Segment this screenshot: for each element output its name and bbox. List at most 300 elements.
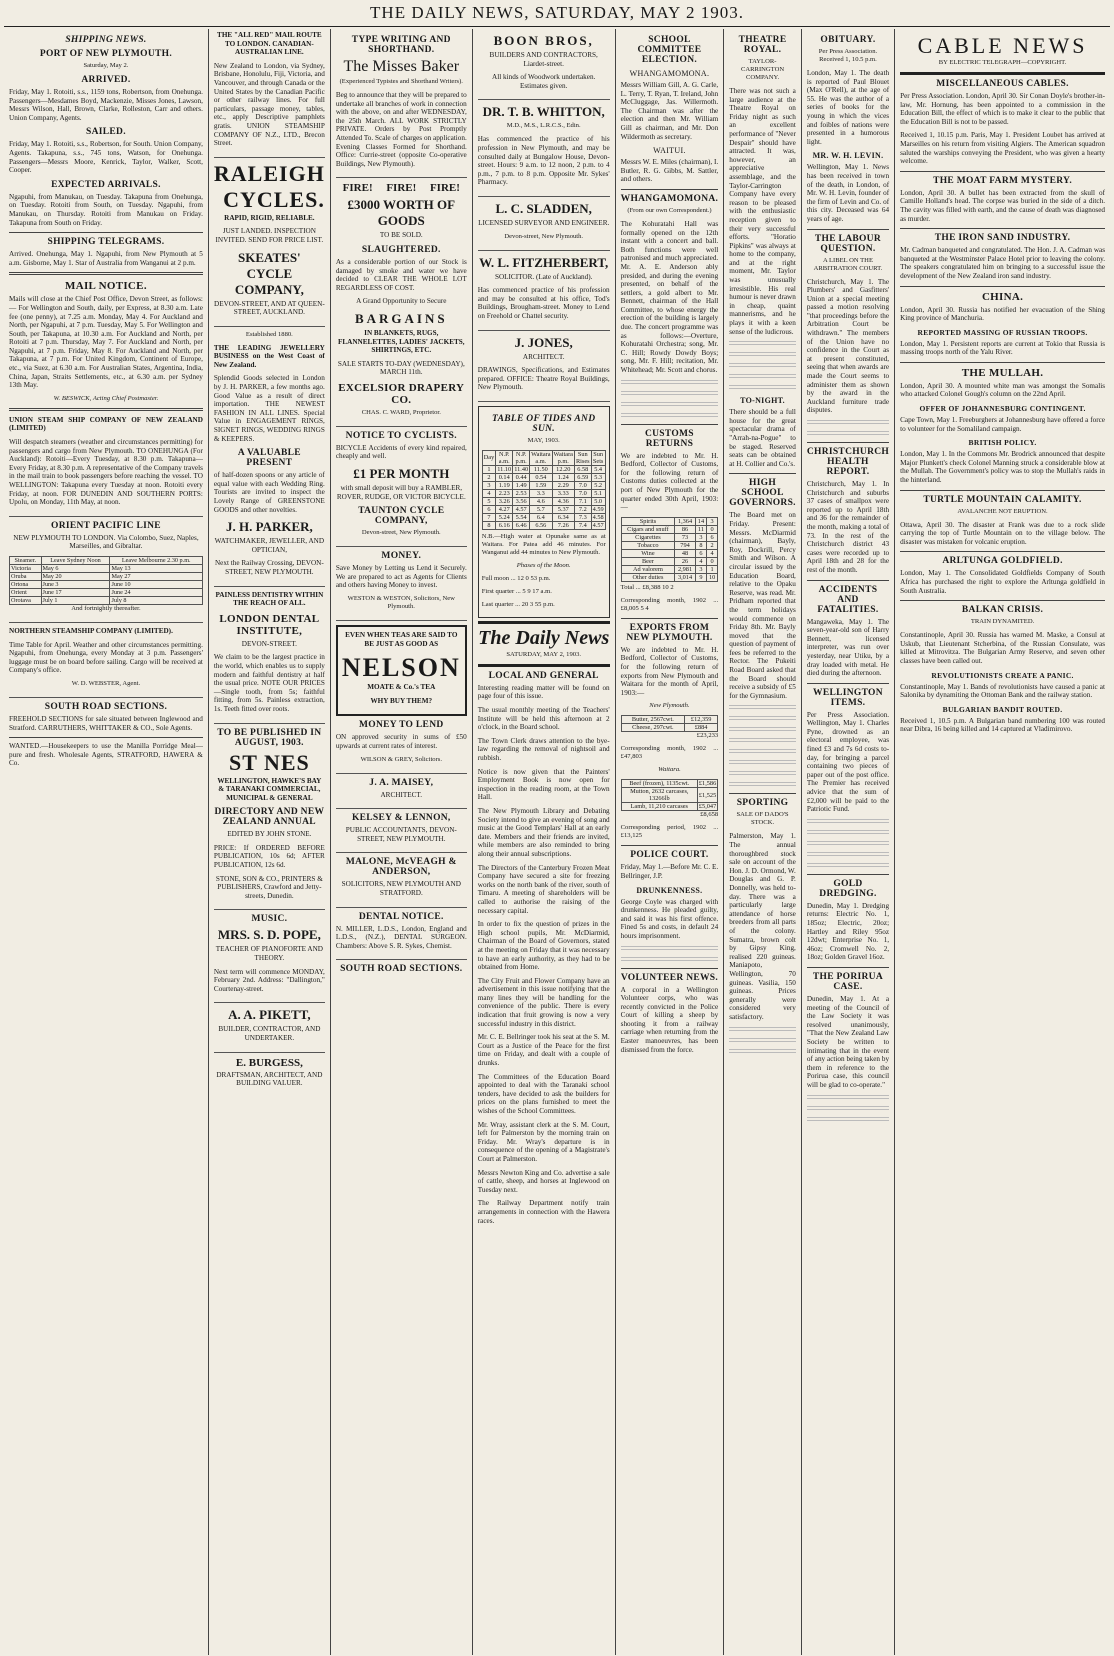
fitzherbert-ad <box>478 255 610 331</box>
text-filler <box>621 413 719 419</box>
sailed-text: Friday, May 1. Rotoiti, s.s., Robertson, for South. Union Company, Agents. Takapuna, s.s., 745 tons, Watson, for Onehunga. Passengers—Messrs Moore, Kenrick, Taylor, Walker, Scott, Cooper. <box>9 140 203 175</box>
table-cell: 5.24 <box>496 513 513 521</box>
sailed-heading: SAILED. <box>86 127 126 138</box>
table-cell: June 10 <box>110 580 202 588</box>
steamer-table <box>9 556 203 605</box>
table-cell: 3 <box>707 517 718 525</box>
table-cell: 8 <box>482 521 496 529</box>
column-8 <box>895 29 1110 1655</box>
text-filler <box>729 782 796 788</box>
table-row <box>621 724 718 732</box>
table-cell: 5.7 <box>530 505 552 513</box>
moat-text: London, April 30. A bullet has been extracted from the skull of Camille Holland's head. The corpse was buried in the side of a ditch. The cavity was filled with earth, and the cause of death was diagnosed as murder. <box>900 188 1105 223</box>
established: Established 1880. <box>245 330 293 338</box>
text-filler <box>729 716 796 722</box>
table-cell: 3 <box>695 533 706 541</box>
table-row <box>621 533 718 541</box>
table-cell: 4 <box>695 557 706 565</box>
table-cell: 1 <box>482 465 496 473</box>
table-cell: 1,364 <box>675 517 696 525</box>
worth-sub: TO BE SOLD. <box>379 231 423 240</box>
text-filler <box>729 1038 796 1044</box>
table-cell: 2 <box>707 541 718 549</box>
exports-np-prev: Corresponding month, 1902 ... £47,803 <box>620 745 719 761</box>
table-cell: 3.3 <box>530 489 552 497</box>
table-cell: 6 <box>707 533 718 541</box>
wanted-text: WANTED.—Housekeepers to use the Manilla Porridge Meal—pure and fresh. Wholesale Agents, STRATFORD, HAWERA & Co. <box>9 742 203 768</box>
boon-name: BOON BROS, <box>493 33 594 48</box>
governors-heading: HIGH SCHOOL GOVERNORS. <box>729 478 796 509</box>
column-2 <box>209 29 331 1655</box>
whitton-sub: M.D., M.S., L.R.C.S., Edin. <box>506 122 581 130</box>
table-cell: 2.23 <box>496 489 513 497</box>
divider <box>9 408 203 411</box>
column-7 <box>802 29 895 1655</box>
tides-title: TABLE OF TIDES AND SUN. <box>492 413 596 434</box>
weston-ad <box>336 551 467 621</box>
exports-np: New Plymouth. <box>649 702 690 710</box>
divider <box>729 793 796 794</box>
table-cell: 4.6 <box>530 497 552 505</box>
orient-ad <box>9 521 203 623</box>
china-heading: CHINA. <box>981 290 1024 303</box>
table-row <box>621 517 718 525</box>
divider <box>478 621 610 624</box>
table-cell: 2.53 <box>513 489 530 497</box>
shipping-heading: SHIPPING NEWS. <box>65 35 147 45</box>
table-cell: June 17 <box>41 588 110 596</box>
table-cell: 4 <box>482 489 496 497</box>
columns <box>4 29 1110 1655</box>
union-ad <box>9 416 203 517</box>
taunton-name: TAUNTON CYCLE COMPANY, <box>358 506 445 527</box>
whanga2-sub: (From our own Correspondent.) <box>627 206 712 214</box>
orient-text: NEW PLYMOUTH TO LONDON. Via Colombo, Suez, Naples, Marseilles, and Gibraltar. <box>13 533 199 551</box>
excelsior-ad <box>336 182 467 427</box>
telegrams-heading: SHIPPING TELEGRAMS. <box>47 237 165 248</box>
wellington-heading: WELLINGTON ITEMS. <box>813 687 883 708</box>
blankets: IN BLANKETS, RUGS, FLANNELETTES, LADIES' JACKETS, SHIRTINGS, ETC. <box>337 328 465 355</box>
table-cell: 7 <box>482 513 496 521</box>
exports-w-total: £8,658 <box>700 811 719 819</box>
tide-header: N.P. p.m. <box>513 450 530 465</box>
whanga2-heading: WHANGAMOMONA. <box>620 193 719 204</box>
union-heading: UNION STEAM SHIP COMPANY OF NEW ZEALAND (LIMITED) <box>9 415 203 433</box>
divider <box>807 580 889 581</box>
table-cell: 10 <box>707 573 718 581</box>
local-paragraph: Mr. C. E. Bellringer took his seat at the S. M. Court as a Justice of the Peace for the first time on Friday, and dealt with a couple of drunks. <box>477 1033 610 1068</box>
raleigh-title: RALEIGH <box>213 160 325 186</box>
table-cell: Ad valorem <box>621 565 675 573</box>
misc-text: Per Press Association. London, April 30. Sir Conan Doyle's brother-in-law, Mr. Hornung, has been appointed to a commission in the Education Bill, the effect of which is to make it clear to the public that the Education Bill is not to be passed. <box>900 92 1105 126</box>
valuable-text: of half-dozen spoons or any article of equal value with each Wedding Ring. Tourists are invited to inspect the Lovely Range of GREENSTONE GOODS and other novelties. <box>213 471 325 514</box>
table-row <box>621 573 718 581</box>
theatre-heading: THEATRE ROYAL. <box>738 35 787 55</box>
table-row <box>621 716 718 724</box>
table-cell: 3 <box>482 481 496 489</box>
table-cell: 8 <box>695 541 706 549</box>
balkan-sub: TRAIN DYNAMITED. <box>970 618 1035 626</box>
text-filler <box>621 402 719 408</box>
divider <box>478 664 610 667</box>
table-cell: 5.0 <box>591 497 605 505</box>
table-row <box>10 580 203 588</box>
burgess-sub: DRAFTSMAN, ARCHITECT, AND BUILDING VALUER. <box>216 1070 323 1088</box>
johannesburg-text: Cape Town, May 1. Freeburghers at Johannesburg have offered a force to volunteer for the Somaliland campaign. <box>900 416 1105 433</box>
northern-ad <box>9 627 203 698</box>
money-lend-ad <box>336 720 467 773</box>
table-cell: 11 <box>695 525 706 533</box>
mail-text: Mails will close at the Chief Post Office, Devon Street, as follows:— For Wellington and South, daily, per Express, at 8.30 a.m. Late fee (one penny), at 7.25 a.m. Monday, May 4. For Auckland and North, per Ngapuhi, at 7 p.m. Tuesday, May 5. For Wellington and South, per Takapuna, at 10.30 a.m. For Auckland and North, per Rotoiti at 7 p.m. Thursday, May 7. For Auckland and North, per Ngapuhi, at 7 p.m. Friday, May 8. For Auckland and North, per Takapuna, at 7 p.m. For United Kingdom, Continent of Europe, etc., via Suez, at 6.30 a.m. For Australian States, Argentina, India, China, Japan, Straits Settlements, etc., at 6.30 a.m. per Sydney 13th May. <box>9 295 203 390</box>
local-paragraph: Messrs Newton King and Co. advertise a sale of cattle, sheep, and horses at Inglewood on Tuesday next. <box>477 1168 610 1194</box>
local-heading: LOCAL AND GENERAL <box>488 670 599 681</box>
table-cell: 11.40 <box>514 465 529 473</box>
table-row <box>482 489 605 497</box>
cyclists-heading: NOTICE TO CYCLISTS. <box>345 430 457 441</box>
london-dental: LONDON DENTAL INSTITUTE, <box>219 612 320 637</box>
obituary-press: Per Press Association. Received 1, 10.5 p.m. <box>818 48 878 63</box>
health-heading: CHRISTCHURCH HEALTH REPORT. <box>806 447 890 477</box>
table-cell: 7.4 <box>574 521 591 529</box>
text-filler <box>729 1049 796 1055</box>
table-cell: Oruba <box>10 572 42 580</box>
skeates-name: SKEATES' CYCLE COMPANY, <box>234 249 304 297</box>
tide-header: Sun Sets <box>592 450 604 465</box>
bulgarian-heading: BULGARIAN BANDIT ROUTED. <box>942 704 1063 714</box>
table-cell: 6.46 <box>513 521 530 529</box>
northern-text: Time Table for April. Weather and other circumstances permitting. Ngapuhi, from Onehunga, every Monday at 3 p.m. Passengers' luggage must be on board before sailing. Cargo will be received at Company's office. <box>9 640 203 675</box>
divider <box>621 968 719 969</box>
table-cell: 48 <box>675 549 696 557</box>
maisey-sub: ARCHITECT. <box>380 790 423 799</box>
text-filler <box>729 705 796 711</box>
moon-row: First quarter ... 5 9 17 a.m. <box>481 587 552 595</box>
revolution-heading: REVOLUTIONISTS CREATE A PANIC. <box>931 670 1074 680</box>
baker-text: Beg to announce that they will be prepared to undertake all branches of work in connection with the above, on and after WEDNESDAY, the 25th March. ALL WORK STRICTLY PRIVATE. Orders by Post Promptly Attended To. Scale of charges on application. Evening Classes Formed for Shorthand. Office: Currie-street (opposite Co-operative Buildings, New Plymouth). <box>335 91 467 168</box>
even-when: EVEN WHEN TEAS ARE SAID TO BE JUST AS GOOD AS <box>345 631 458 648</box>
nelson-tea-ad <box>336 625 467 716</box>
typewriting-heading: TYPE WRITING AND SHORTHAND. <box>351 35 451 55</box>
table-cell: May 13 <box>110 564 202 572</box>
parker-address: Next the Railway Crossing, DEVON-STREET, NEW PLYMOUTH. <box>214 559 324 576</box>
dental-notice-text: N. MILLER, L.D.S., London, England and L.D.S., (N.Z.), DENTAL SURGEON. Chambers: Above S. R. Sykes, Chemist. <box>335 924 467 950</box>
steamer-header: Steamer. <box>10 556 42 564</box>
revolution-text: Constantinople, May 1. Bands of revolutionists have caused a panic at Salonika by dynamiting the Ottoman Bank and the railway station. <box>900 682 1105 700</box>
volunteer-heading: VOLUNTEER NEWS. <box>620 972 719 983</box>
whanga2-text: The Kohuratahi Hall was formally opened on the 12th instant with a concert and ball. Both functions were well patronised and much appreciated. Mr. A. E. Anderson ably presided, and during the evening presented, on behalf of the settlers, a gold albert to Mr. Bennett, chairman of the Hall Committee, to whose energy the erection of the building is largely due. The concert programme was as follows:—Overture, Kohuratahi Orchestra; song, Mr. C. Hill; Rowdy Dowdy Boys; song, Mr. F. Hill; recitation, Mr. Whitehead; Mr. Scott and chorus. <box>620 219 719 375</box>
police-text: Friday, May 1.—Before Mr. C. E. Bellringer, J.P. <box>620 863 719 880</box>
malone-name: MALONE, McVEAGH & ANDERSON, <box>345 857 457 878</box>
table-cell: May 27 <box>110 572 202 580</box>
table-cell: Victoria <box>10 564 42 572</box>
local-paragraph: The New Plymouth Library and Debating Society intend to give an evening of song and music at the Good Templars' Hall at an early date. Members and their friends are invited, while members are also reminded to bring along their annual subscriptions. <box>477 807 610 858</box>
text-filler <box>807 852 889 858</box>
raleigh-text: JUST LANDED. INSPECTION INVITED. SEND FOR PRICE LIST. <box>215 227 324 244</box>
table-cell: 4.36 <box>552 497 574 505</box>
table-row <box>621 549 718 557</box>
levin-heading: MR. W. H. LEVIN. <box>812 151 884 161</box>
edited-by: EDITED BY JOHN STONE. <box>227 830 312 839</box>
sporting-sub: SALE OF DADO'S STOCK. <box>736 811 789 827</box>
boon-sub: BUILDERS AND CONTRACTORS, Liardet-street. <box>489 51 598 68</box>
text-filler <box>729 363 796 369</box>
divider <box>900 362 1105 363</box>
sporting-text: Palmerston, May 1. The annual thoroughbred stock sale on account of the Hon. J. D. Ormond, W. Douglas and G. P. Donnelly, was held to-day. There was a particularly large attendance of horse breeders from all parts of the colony. Sumatra, brown colt by Gipsy King, realised 220 guineas. Maniapoto, Wellington, 70 guineas. Vasilia, 150 guineas. Prices generally were considered very satisfactory. <box>729 832 796 1021</box>
money-lend: MONEY TO LEND <box>359 720 444 731</box>
sale-text: SALE STARTS TO-DAY (WEDNESDAY), MARCH 11th. <box>337 359 465 377</box>
mail-signature: W. BESWICK, Acting Chief Postmaster. <box>53 394 159 402</box>
malone-ad <box>336 857 467 907</box>
table-cell: Beef (frozen), 1135cwt. <box>621 780 697 788</box>
table-cell: 4 <box>707 549 718 557</box>
table-cell: 5 <box>482 497 496 505</box>
customs-table <box>621 517 719 582</box>
divider <box>900 286 1105 287</box>
table-cell: £884 <box>685 724 718 732</box>
table-cell: 6 <box>482 505 496 513</box>
table-cell: Wine <box>621 549 675 557</box>
table-row <box>621 541 718 549</box>
text-filler <box>807 1106 889 1112</box>
money-heading: MONEY. <box>381 551 422 562</box>
table-cell: Butter, 2567cwt. <box>621 716 684 724</box>
stones-title: ST NES <box>228 749 310 775</box>
table-cell: 14 <box>695 517 706 525</box>
south-road-text: FREEHOLD SECTIONS for sale situated between Inglewood and Stratford. CARRUTHERS, WHITTAKER & CO., Sole Agents. <box>9 714 203 732</box>
text-filler <box>729 1027 796 1033</box>
steamer-header: Leave Sydney Noon <box>41 556 110 564</box>
sporting-heading: SPORTING <box>736 798 789 809</box>
arrived-text: Friday, May 1. Rotoiti, s.s., 1159 tons, Robertson, from Onehunga. Passengers—Mesdames Boyd, Mackenzie, Misses Jones, Lawson, Messrs Wilson, Hall, Brown, Clarke, Rolleston, Carr and others. Union Company, Agents. <box>9 88 203 122</box>
waitui-sub: WAITUI. <box>653 146 686 156</box>
wilson-sign: WILSON & GREY, Solicitors. <box>360 755 442 763</box>
text-filler <box>807 830 889 836</box>
table-cell: 3.33 <box>552 489 574 497</box>
burgess-name: E. BURGESS, <box>235 1056 303 1069</box>
moon-heading: Phases of the Moon. <box>516 561 571 569</box>
table-cell: 4.58 <box>592 513 604 521</box>
text-filler <box>807 819 889 825</box>
russian-text: London, May 1. Persistent reports are current at Tokio that Russia is massing troops north of the Yalu River. <box>900 339 1105 357</box>
customs-heading: CUSTOMS RETURNS <box>644 428 694 449</box>
table-cell: 7.26 <box>552 521 574 529</box>
table-cell: 3,014 <box>675 573 696 581</box>
telegrams-text: Arrived. Onehunga, May 1. Ngapuhi, from New Plymouth at 5 a.m. Gisborne, May 1. Star of Australia from Wanganui at 2 p.m. <box>9 250 203 267</box>
arrived-heading: ARRIVED. <box>81 75 131 85</box>
exports-np-table <box>621 715 719 732</box>
russian-heading: REPORTED MASSING OF RUSSIAN TROOPS. <box>917 327 1088 337</box>
iron-text: Mr. Cadman banqueted and congratulated. The Hon. J. A. Cadman was banqueted at the Westminster Palace Hotel prior to leaving the colony. The speakers congratulated him on bringing to a successful issue the development of the New Zealand iron sand industry. <box>900 246 1105 280</box>
sce-heading: SCHOOL COMMITTEE ELECTION. <box>637 35 702 65</box>
fire-label: FIRE! <box>342 182 373 195</box>
table-row <box>621 788 718 803</box>
table-cell: Other duties <box>621 573 675 581</box>
dental-text: We claim to be the largest practice in the world, which enables us to supply modern and faithful dentistry at half the usual price. NOTE OUR PRICES—Single tooth, from 5s; faithful fitting, from 5s. Painless extraction, 1s. Teeth fitted over roots. <box>213 653 325 713</box>
table-cell: Tobacco <box>621 541 675 549</box>
table-cell: Cigars and snuff <box>621 525 675 533</box>
local-paragraph: The Railway Department notify train arrangements in connection with the Hawera races. <box>477 1199 610 1225</box>
bargains: BARGAINS <box>354 310 448 326</box>
table-cell: 73 <box>675 533 696 541</box>
northern-sign: W. D. WEBSTER, Agent. <box>71 679 141 687</box>
table-cell: 2 <box>482 473 496 481</box>
column-5 <box>616 29 725 1655</box>
table-cell: 0.14 <box>496 473 513 481</box>
text-filler <box>807 420 889 426</box>
taunton-ad <box>336 431 467 547</box>
table-cell: 3 <box>695 565 706 573</box>
divider <box>729 473 796 474</box>
divider <box>621 618 719 619</box>
table-cell: 4.27 <box>496 505 513 513</box>
nelson-why: WHY BUY THEM? <box>370 696 433 705</box>
customs-text: We are indebted to Mr. H. Bedford, Collector of Customs, for the following return of Customs duties collected at the port of New Plymouth for the quarter ended 30th April, 1903:— <box>620 451 719 512</box>
parker-ad <box>214 344 325 587</box>
divider <box>900 171 1105 172</box>
exports-text: We are indebted to Mr. H. Bedford, Collector of Customs, for the following return of exports from New Plymouth and Waitara for the month of April, 1903:— <box>620 645 719 697</box>
text-filler <box>807 431 889 437</box>
dental-ad <box>214 591 325 724</box>
waitui-text: Messrs W. E. Miles (chairman), I. Butler, R. G. Gibbs, M. Sattler, and others. <box>620 158 719 184</box>
local-paragraph: In order to fix the question of prizes in the High school pupils, Mr. McDiarmid, Chairman of the Board of Governors, stated at the meeting on Friday that it was necessary to have an early authority, as they had to be obtained from Home. <box>477 920 610 972</box>
fire-label: FIRE! <box>386 182 417 195</box>
baker-sub: (Experienced Typistes and Shorthand Writers). <box>339 78 463 85</box>
table-row <box>482 481 605 489</box>
tonight-text: There should be a full house for the great spectacular drama of "Arrah-na-Pogue" to be staged. Reserved seats can be obtained at H. Collier and Co.'s. <box>729 408 796 468</box>
daily-news-date: SATURDAY, MAY 2, 1903. <box>506 650 582 658</box>
orient-sign: And fortnightly thereafter. <box>71 604 141 612</box>
table-cell: 2.29 <box>552 481 574 489</box>
cyclists-text: BICYCLE Accidents of every kind repaired, cheaply and well. <box>335 443 467 461</box>
cable-sub: BY ELECTRIC TELEGRAPH—COPYRIGHT. <box>938 59 1067 66</box>
divider <box>807 967 889 968</box>
whanga-sub: WHANGAMOMONA. <box>629 69 710 78</box>
whitton-ad <box>478 104 610 197</box>
baker-name: The Misses Baker <box>343 58 460 75</box>
stone-son: STONE, SON & CO., PRINTERS & PUBLISHERS, Crawford and Jetty-streets, Dunedin. <box>215 874 323 900</box>
text-filler <box>807 1095 889 1101</box>
directory-title: DIRECTORY AND NEW ZEALAND ANNUAL <box>214 807 325 828</box>
divider <box>900 490 1105 491</box>
money-text: Save Money by Letting us Lend it Securely. We are prepared to act as Agents for Clients and others having Money to invest. <box>335 564 467 590</box>
exports-w: Waitara. <box>658 766 681 774</box>
table-row <box>621 780 718 788</box>
tides-note: N.B.—High water at Opunake same as at Waitara. For Patea add 46 minutes. For Wanganui add 44 minutes to New Plymouth. <box>481 532 606 556</box>
table-cell: £1,525 <box>697 788 717 803</box>
health-text: Christchurch, May 1. In Christchurch and suburbs 37 cases of smallpox were reported up to April 18th and 36 for the remainder of the month, making a total of 73. In the rest of the Christchurch district 43 cases were recorded up to April 18th and 28 for the rest of the month. <box>806 480 890 574</box>
arltunga-text: London, May 1. The Consolidated Goldfields Company of South Africa has purchased the right to explore the Arltunga goldfield in South Australia. <box>900 569 1105 595</box>
levin-text: Wellington, May 1. News has been received in town of the death, in London, of Mr. W. H. Levin, founder of the firm of Levin and Co. of this city. Deceased was 64 years of age. <box>806 163 890 223</box>
exports-heading: EXPORTS FROM NEW PLYMOUTH. <box>626 622 713 643</box>
worth-heading: £3000 WORTH OF GOODS <box>347 197 456 229</box>
table-cell: 4.59 <box>592 505 604 513</box>
table-cell: 3.26 <box>496 497 513 505</box>
allred-text: New Zealand to London, via Sydney, Brisbane, Honolulu, Fiji, Victoria, and Vancouver, and through Canada or the United States by the Canadian Pacific or other railway lines. For full particulars, passage money, tables, etc., apply Descriptive pamphlets gratis. UNION STEAMSHIP COMPANY OF N.Z., LTD., Brecon Street. <box>213 61 325 148</box>
tides-table <box>482 450 606 530</box>
balkan-text: Constantinople, April 30. Russia has warned M. Maske, a Consul at Uskub, that Lieutenant Stcherbina, of the Russian Consulate, was killed at Mitrovitza. The Bulgarian Army Reserve, and seven other classes have been called out. <box>900 631 1105 665</box>
table-cell: 6.4 <box>530 513 552 521</box>
table-row <box>482 497 605 505</box>
tides-box <box>478 406 610 618</box>
gold-heading: GOLD DREDGING. <box>819 878 877 899</box>
table-cell: 3.56 <box>513 497 530 505</box>
table-cell: 6.16 <box>496 521 513 529</box>
customs-prev: Corresponding month, 1902 ... £8,005 5 4 <box>620 596 719 612</box>
table-cell: 6 <box>695 549 706 557</box>
table-cell: 12.20 <box>552 465 574 473</box>
divider <box>9 232 203 233</box>
table-cell: 0.54 <box>530 473 552 481</box>
table-cell: Cigarettes <box>621 533 675 541</box>
maisey-ad <box>336 778 467 810</box>
labour-text: Christchurch, May 1. The Plumbers' and Gasfitters' Union at a special meeting passed a motion resolving "that proceedings before the Arbitration Court be withdrawn." The members of the Union have no confidence in the Court as at present constituted, seeing that when awards are made the Court seems to administer them as shown by the award in the Auckland furniture trade disputes. <box>806 277 890 415</box>
leading-text: Splendid Goods selected in London by J. H. PARKER, a few months ago. Good Value as a result of direct importation. THE NEWEST FASHION IN ALL LINES. Special Value in ENGAGEMENT RINGS, SIGNET RINGS, WEDDING RINGS & KEEPERS. <box>213 374 325 443</box>
moat-heading: THE MOAT FARM MYSTERY. <box>933 175 1073 186</box>
table-cell: 26 <box>675 557 696 565</box>
divider <box>621 189 719 190</box>
south-road-heading: SOUTH ROAD SECTIONS. <box>44 701 168 712</box>
table-cell: Spirits <box>621 517 675 525</box>
raleigh-ad <box>214 162 325 327</box>
porirua-heading: THE PORIRUA CASE. <box>812 971 883 992</box>
table-cell: 5.54 <box>513 513 530 521</box>
dental-notice: DENTAL NOTICE. <box>358 911 444 922</box>
masthead-title: THE DAILY NEWS, SATURDAY, MAY 2 1903. <box>370 3 744 22</box>
jones-name: J. JONES, <box>514 334 573 350</box>
table-row <box>10 588 203 596</box>
table-cell: 4.57 <box>592 521 604 529</box>
south-road-heading-2: SOUTH ROAD SECTIONS. <box>340 964 463 975</box>
british-heading: BRITISH POLICY. <box>968 438 1037 448</box>
accidents-heading: ACCIDENTS AND FATALITIES. <box>817 584 879 615</box>
valuable-heading: A VALUABLE PRESENT <box>237 448 301 469</box>
jones-ad <box>478 335 610 402</box>
table-cell: 7.1 <box>574 497 591 505</box>
divider <box>9 737 203 738</box>
dental-notice-ad <box>336 912 467 961</box>
divider <box>807 874 889 875</box>
text-filler <box>729 374 796 380</box>
table-cell: 0 <box>707 557 718 565</box>
table-cell: 5.37 <box>552 505 574 513</box>
table-cell: 5.2 <box>591 481 605 489</box>
table-cell: June 24 <box>110 588 202 596</box>
boon-ad <box>478 33 610 100</box>
tides-month: MAY, 1903. <box>527 436 560 444</box>
text-filler <box>621 946 719 952</box>
table-cell: July 1 <box>41 596 110 604</box>
drunk-heading: DRUNKENNESS. <box>636 885 703 895</box>
fitzherbert-name: W. L. FITZHERBERT, <box>479 254 609 270</box>
table-cell: Orient <box>10 588 42 596</box>
raleigh-props: RAPID, RIGID, RELIABLE. <box>224 213 315 222</box>
divider <box>621 424 719 425</box>
column-6 <box>724 29 802 1655</box>
london-address: DEVON-STREET. <box>241 639 297 648</box>
slaughtered-text: As a considerable portion of our Stock is damaged by smoke and water we have decided to CLEAR THE WHOLE LOT REGARDLESS OF COST. <box>335 257 467 292</box>
kelsey-ad <box>336 813 467 853</box>
text-filler <box>807 1117 889 1123</box>
column-4 <box>473 29 616 1655</box>
local-paragraph: The usual monthly meeting of the Teachers' Institute will be held this afternoon at 2 o'clock, in the Board school. <box>477 706 610 732</box>
grand-text: A Grand Opportunity to Secure <box>356 297 447 306</box>
table-cell: 1.59 <box>530 481 552 489</box>
johannesburg-heading: OFFER OF JOHANNESBURG CONTINGENT. <box>919 404 1086 414</box>
text-filler <box>729 341 796 347</box>
dentist-line: PAINLESS DENTISTRY WITHIN THE REACH OF ALL. <box>215 590 324 608</box>
table-cell: Mutton, 2632 carcases, 13266lb <box>621 788 697 803</box>
text-filler <box>729 760 796 766</box>
